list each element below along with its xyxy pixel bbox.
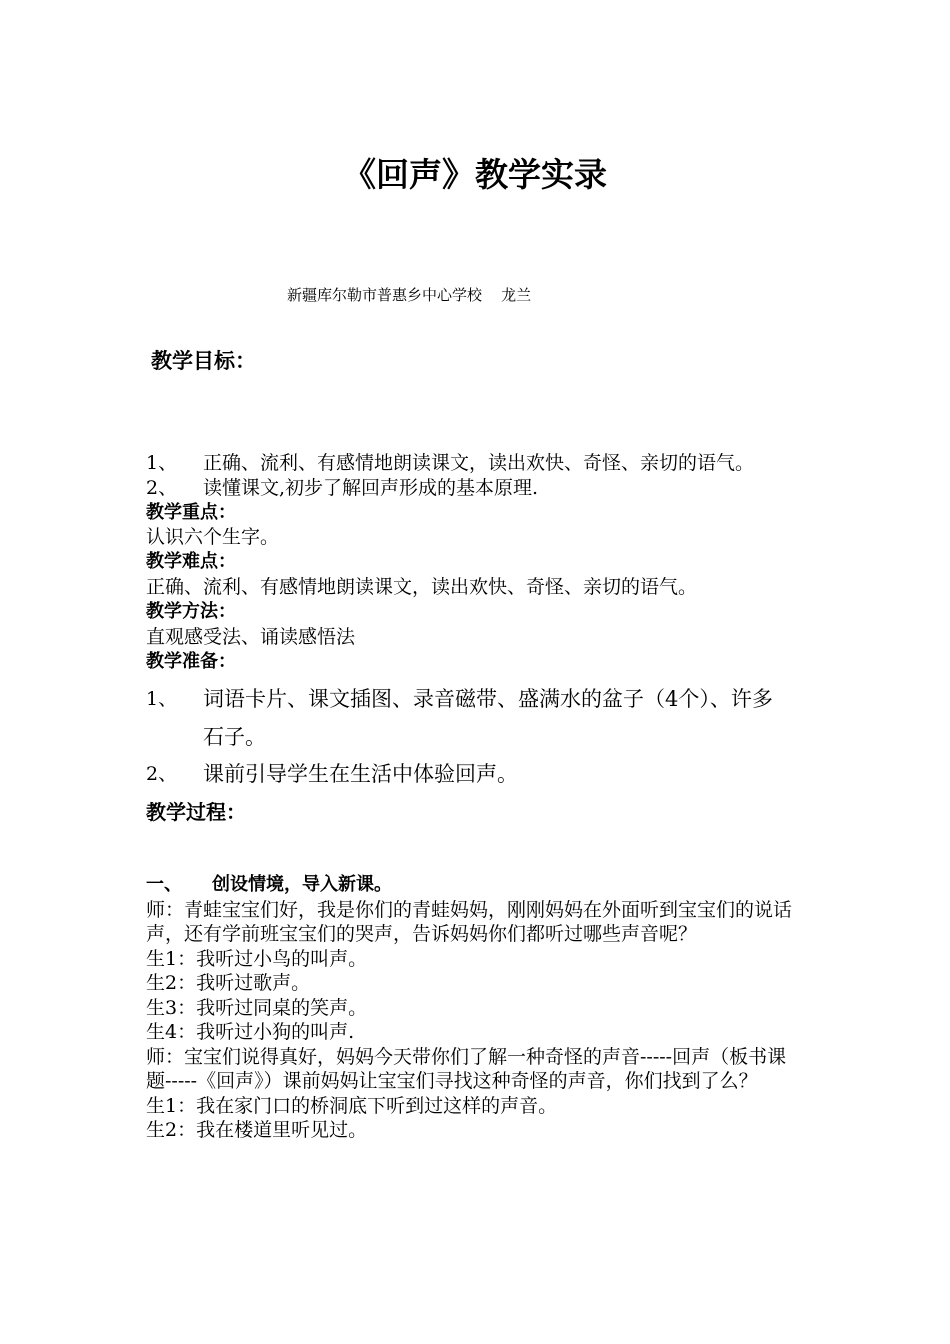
- preparation-number: 2、: [146, 763, 178, 785]
- section-title: 创设情境，导入新课。: [212, 874, 392, 895]
- dialogue-line: 生4：我听过小狗的叫声.: [146, 1021, 355, 1043]
- key-points-heading: 教学重点：: [146, 502, 236, 523]
- dialogue-line: 生1：我在家门口的桥洞底下听到过这样的声音。: [146, 1094, 558, 1117]
- methods-text: 直观感受法、诵读感悟法: [146, 626, 356, 648]
- preparation-number: 1、: [146, 688, 178, 710]
- dialogue-line: 师：宝宝们说得真好，妈妈今天带你们了解一种奇怪的声音-----回声（板书课题-----《回声》）课前妈妈让宝宝们寻找这种奇怪的声音，你们找到了么？: [146, 1045, 787, 1092]
- preparation-heading: 教学准备：: [146, 651, 236, 672]
- goal-text: 正确、流利、有感情地朗读课文，读出欢快、奇怪、亲切的语气。: [203, 452, 755, 474]
- dialogue-line: 生2：我听过歌声。: [146, 972, 311, 994]
- author-line: 新疆库尔勒市普惠乡中心学校 龙兰: [287, 286, 532, 304]
- process-body: [146, 873, 808, 1143]
- goal-number: 2、: [146, 477, 178, 499]
- goal-number: 1、: [146, 452, 178, 474]
- section-heading: [146, 873, 808, 898]
- preparation-text-continued: 石子。: [203, 725, 266, 749]
- preparation-text: 词语卡片、课文插图、录音磁带、盛满水的盆子（4个）、许多: [203, 687, 773, 711]
- preparation-text: 课前引导学生在生活中体验回声。: [203, 762, 518, 786]
- goal-text: 读懂课文,初步了解回声形成的基本原理.: [203, 477, 539, 499]
- methods-heading: 教学方法：: [146, 601, 236, 622]
- key-points-text: 认识六个生字。: [146, 526, 280, 548]
- process-heading: 教学过程：: [146, 800, 246, 824]
- difficulties-heading: 教学难点：: [146, 551, 236, 572]
- dialogue-line: 师：青蛙宝宝们好，我是你们的青蛙妈妈，刚刚妈妈在外面听到宝宝们的说话声，还有学前班宝宝们的哭声，告诉妈妈你们都听过哪些声音呢？: [146, 898, 793, 945]
- goals-heading: 教学目标：: [151, 348, 256, 373]
- dialogue-line: 生2：我在楼道里听见过。: [146, 1119, 368, 1141]
- dialogue-line: 生1：我听过小鸟的叫声。: [146, 947, 368, 970]
- dialogue-line: 生3：我听过同桌的笑声。: [146, 996, 368, 1019]
- difficulties-text: 正确、流利、有感情地朗读课文，读出欢快、奇怪、亲切的语气。: [146, 576, 698, 598]
- section-number: 一、: [146, 874, 182, 895]
- document-title: 《回声》教学实录: [343, 155, 607, 194]
